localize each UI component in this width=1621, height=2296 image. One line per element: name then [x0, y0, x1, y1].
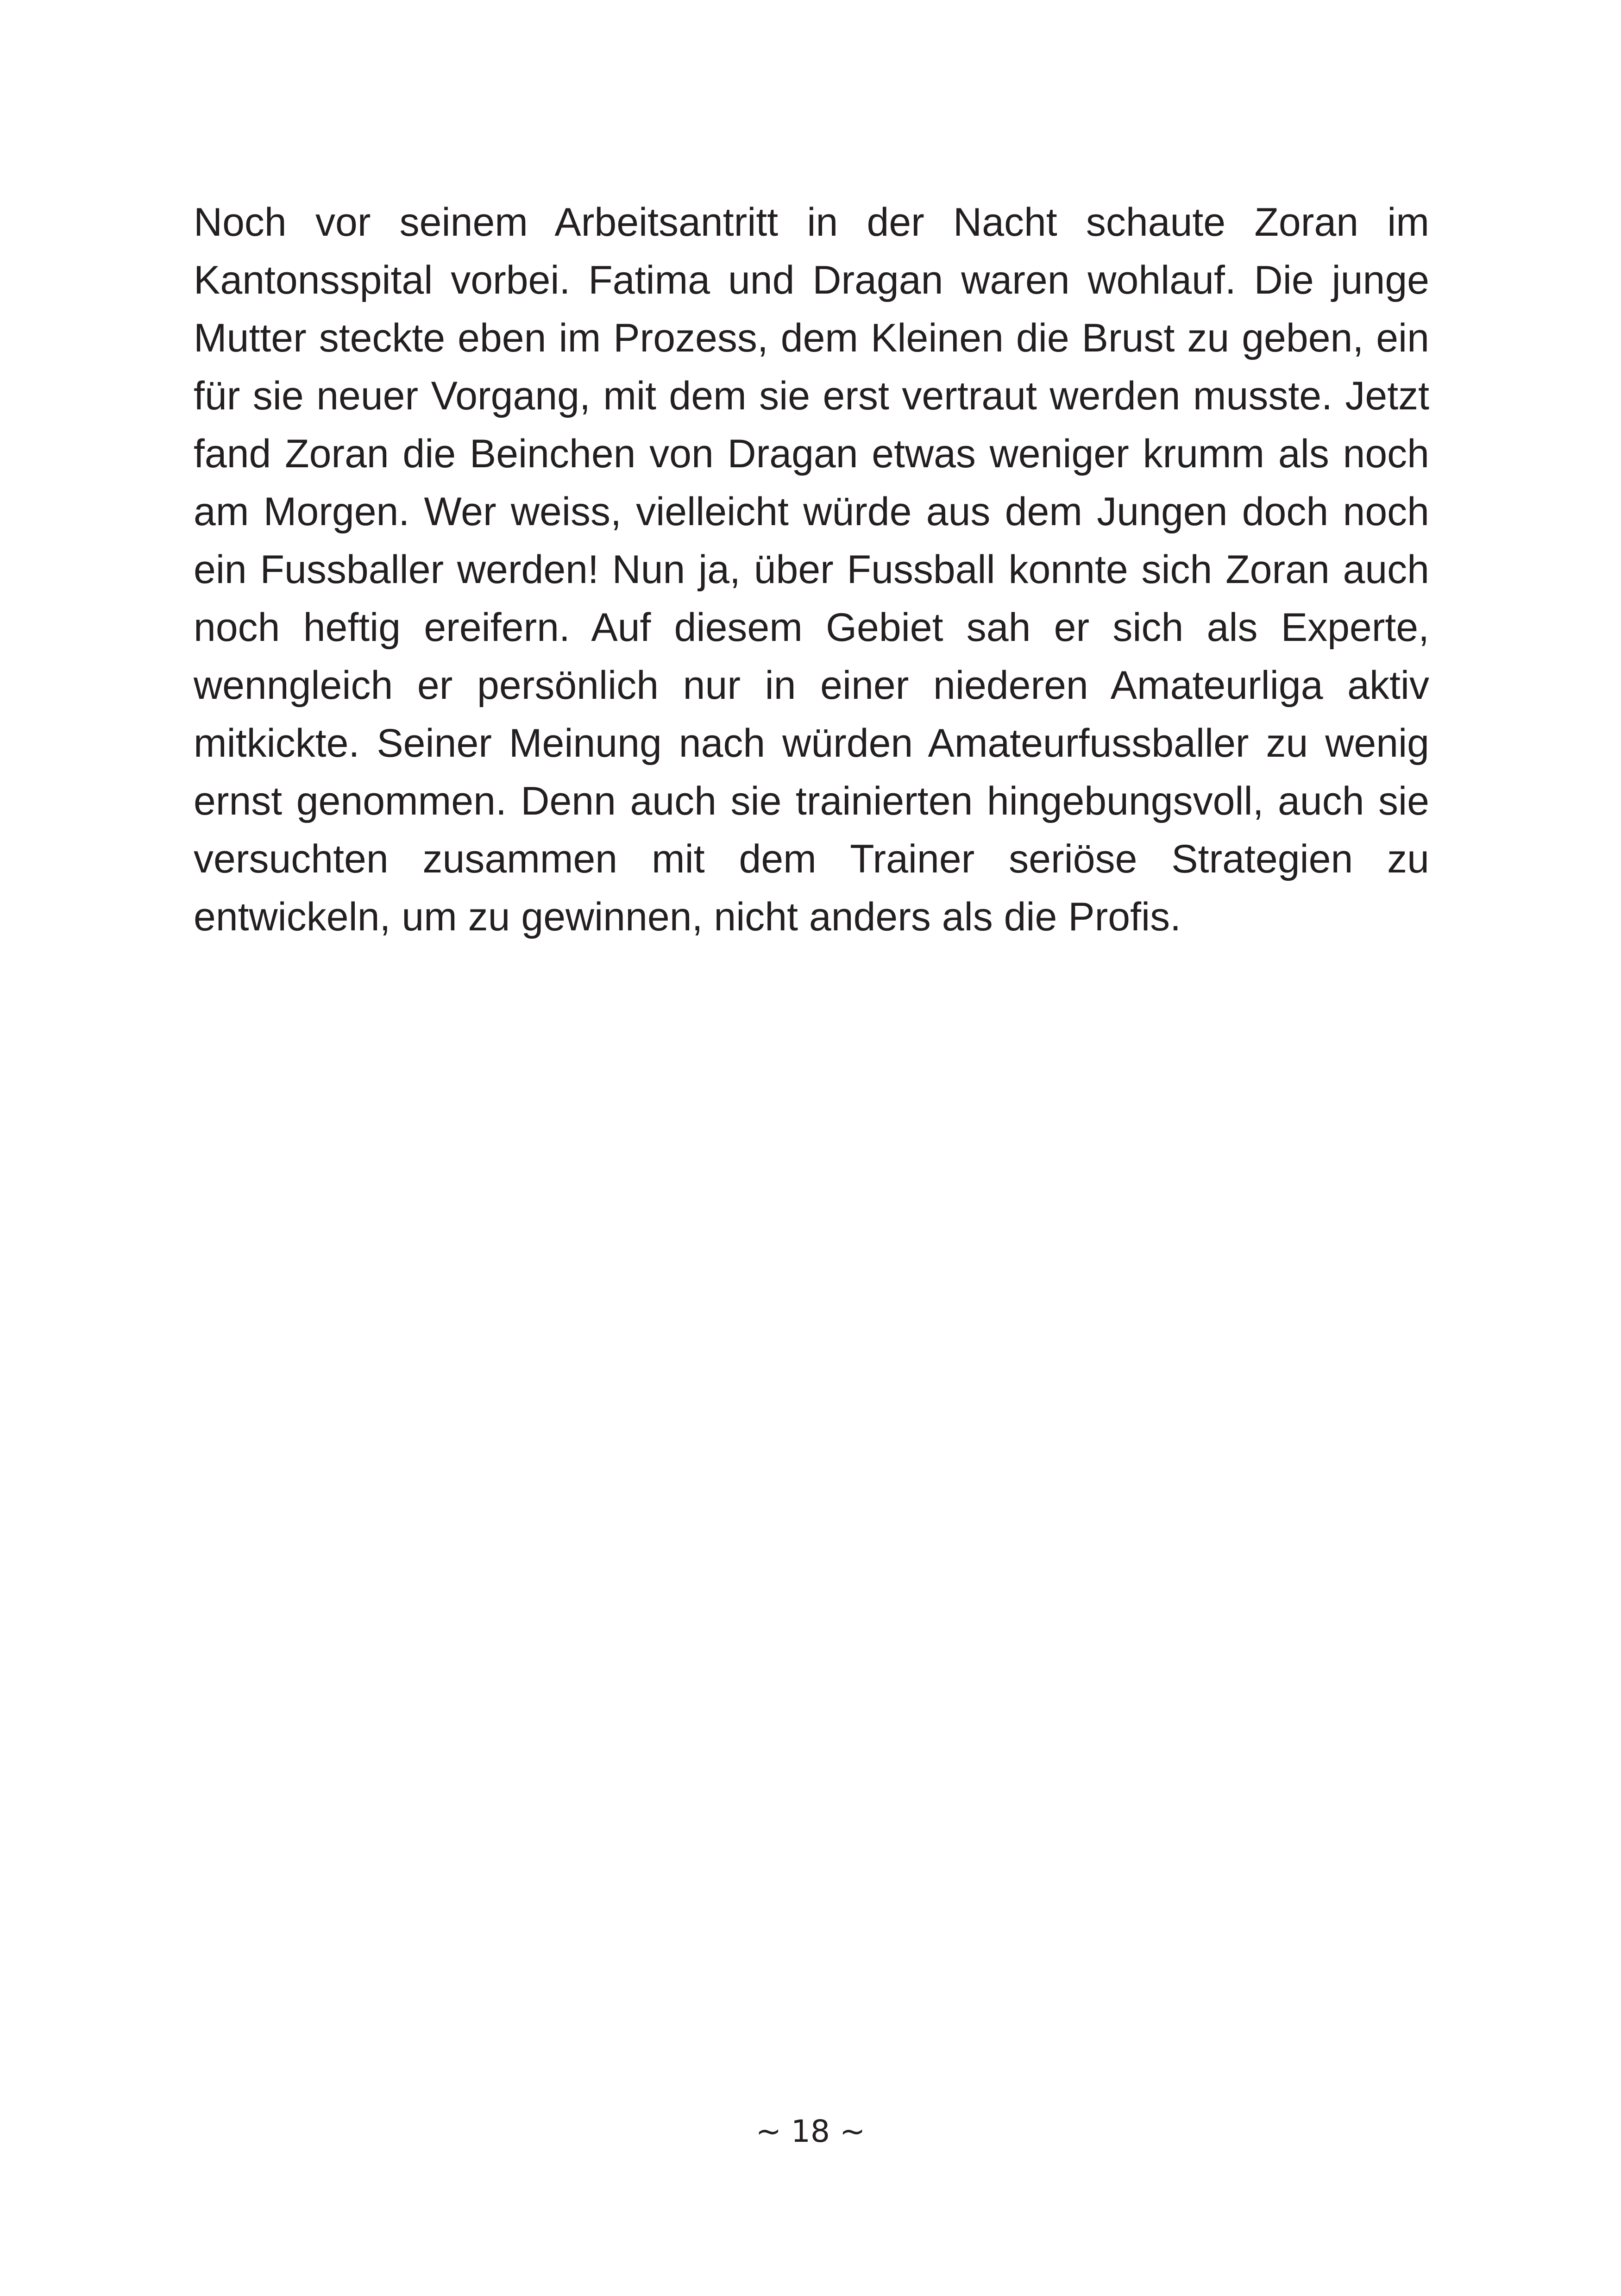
body-paragraph: Noch vor seinem Arbeitsantritt in der Nacht schaute Zoran im Kantonsspital vorbei. Fatima und Dragan waren wohlauf. Die junge Mutter steckte eben im Prozess, dem Kleinen die Brust zu geben, ein für sie neuer Vorgang, mit dem sie erst vertraut werden musste. Jetzt fand Zoran die Beinchen von Dragan etwas weniger krumm als noch am Morgen. Wer weiss, vielleicht würde aus dem Jungen doch noch ein Fussballer werden! Nun ja, über Fussball konnte sich Zoran auch noch heftig ereifern. Auf diesem Gebiet sah er sich als Experte, wenngleich er persönlich nur in einer niederen Amateurliga aktiv mitkickte. Seiner Meinung nach würden Amateurfussballer zu wenig ernst genommen. Denn auch sie trainierten hingebungsvoll, auch sie versuchten zusammen mit dem Trainer seriöse Strategien zu entwickeln, um zu gewinnen, nicht anders als die Profis.: [194, 200, 1429, 939]
page-number: ~ 18 ~: [755, 2114, 866, 2149]
